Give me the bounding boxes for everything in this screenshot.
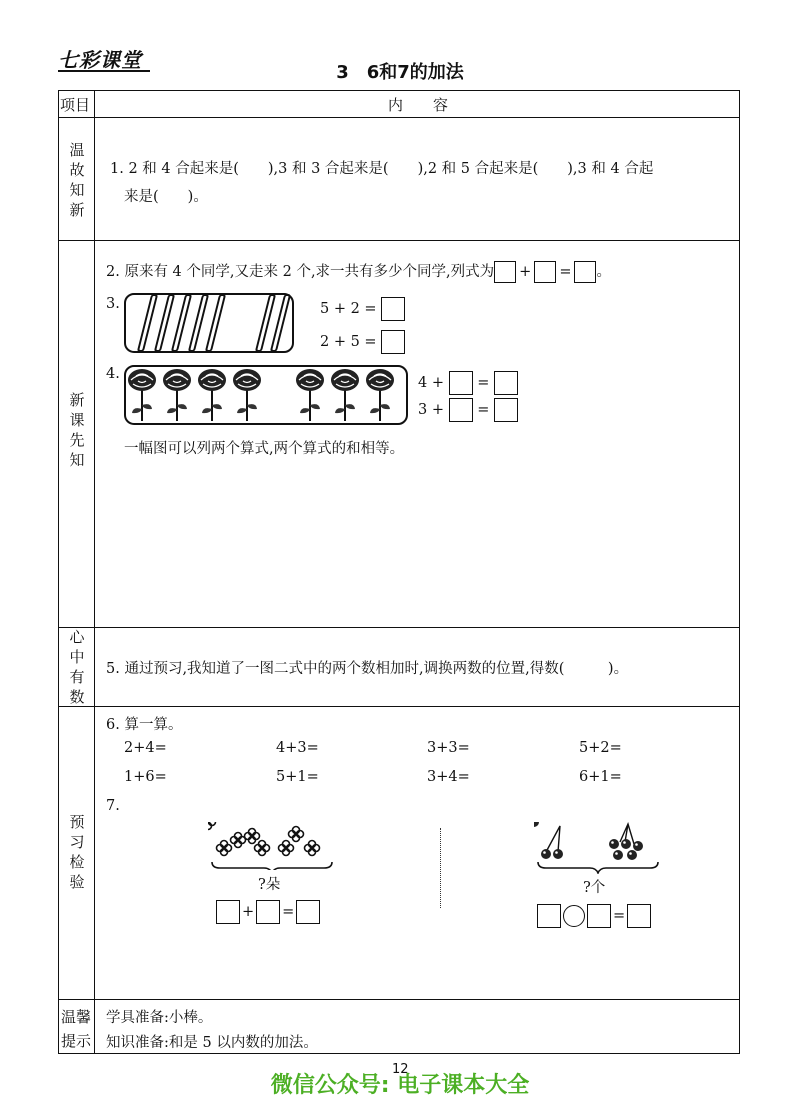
question-2-text: 2. 原来有 4 个同学,又走来 2 个,求一共有多少个同学,列式为: [106, 264, 495, 280]
row-divider: [58, 999, 740, 1000]
section-review: [62, 140, 92, 220]
row-divider: [58, 627, 740, 628]
question-6-title: 6. 算一算。: [106, 717, 183, 733]
equation-text: 2 + 5 =: [320, 334, 377, 350]
roses-picture: [124, 365, 408, 425]
question-5: 5. 通过预习,我知道了一图二式中的两个数相加时,调换两数的位置,得数( )。: [106, 661, 629, 677]
flowers-picture: [208, 822, 334, 870]
question-3-number: 3.: [106, 296, 120, 312]
answer-box[interactable]: [627, 904, 651, 928]
calc-item[interactable]: 4+3=: [276, 740, 319, 756]
column-divider: [94, 90, 95, 1054]
section-new-lesson: [62, 390, 92, 470]
question-4-equation-1: [418, 371, 518, 395]
rose-icons: [126, 367, 406, 423]
calc-item[interactable]: 3+4=: [427, 769, 470, 785]
calc-item[interactable]: 1+6=: [124, 769, 167, 785]
question-7-number: 7.: [106, 798, 120, 814]
cherry-icon: [534, 822, 539, 827]
answer-box[interactable]: [494, 261, 516, 283]
section-label: 温故知新: [69, 141, 85, 219]
question-1-line-1: 1. 2 和 4 合起来是( ),3 和 3 合起来是( ),2 和 5 合起来是( ),3 和 4 合起: [110, 161, 654, 177]
question-3-equation-2: [320, 330, 405, 354]
tip-tools: 学具准备:小棒。: [106, 1010, 213, 1026]
footer-watermark: 微信公众号: 电子课本大全: [270, 1073, 530, 1098]
logo: 七彩课堂: [58, 48, 142, 72]
equals-sign: =: [282, 904, 295, 920]
stick-icon: [205, 294, 226, 352]
cherries-equation: [537, 904, 651, 928]
equation-text: 3 +: [418, 402, 444, 418]
plus-sign: +: [242, 904, 255, 920]
equals-sign: =: [559, 264, 572, 280]
page-title: 3 6和7的加法: [336, 62, 464, 83]
answer-box[interactable]: [256, 900, 280, 924]
dotted-divider: [440, 828, 441, 908]
answer-box[interactable]: [216, 900, 240, 924]
calc-item[interactable]: 5+2=: [579, 740, 622, 756]
answer-box[interactable]: [494, 398, 518, 422]
row-divider: [58, 240, 740, 241]
page-number: 12: [392, 1062, 409, 1077]
period: 。: [596, 264, 611, 280]
section-preview-check: [62, 812, 92, 892]
answer-box[interactable]: [296, 900, 320, 924]
question-2: [106, 260, 611, 283]
section-tips: [60, 1005, 92, 1053]
tip-knowledge: 知识准备:和是 5 以内数的加法。: [106, 1035, 318, 1051]
answer-box[interactable]: [537, 904, 561, 928]
answer-box[interactable]: [449, 398, 473, 422]
rule-note: 一幅图可以列两个算式,两个算式的和相等。: [124, 441, 405, 457]
question-1-line-2: 来是( )。: [124, 189, 208, 205]
answer-box[interactable]: [587, 904, 611, 928]
header-item: 项目: [60, 96, 91, 114]
section-understanding: [62, 627, 92, 707]
calc-item[interactable]: 6+1=: [579, 769, 622, 785]
section-label: 温馨提示: [60, 1008, 91, 1050]
section-label: 预习检验: [69, 813, 85, 891]
section-label: 心中有数: [69, 628, 85, 706]
calc-item[interactable]: 2+4=: [124, 740, 167, 756]
rose-icon: [128, 369, 156, 421]
row-divider: [58, 706, 740, 707]
row-divider: [58, 117, 740, 118]
plus-sign: +: [519, 264, 532, 280]
header-content: 内 容: [388, 96, 449, 114]
answer-box[interactable]: [494, 371, 518, 395]
answer-box[interactable]: [381, 330, 405, 354]
answer-box[interactable]: [449, 371, 473, 395]
calc-item[interactable]: 3+3=: [427, 740, 470, 756]
answer-box[interactable]: [574, 261, 596, 283]
cherries-picture: [534, 822, 660, 874]
equals-sign: =: [477, 375, 490, 391]
question-4-number: 4.: [106, 366, 120, 382]
equals-sign: =: [613, 908, 626, 924]
equation-text: 4 +: [418, 375, 444, 391]
operator-circle[interactable]: [563, 905, 585, 927]
calc-item[interactable]: 5+1=: [276, 769, 319, 785]
equals-sign: =: [477, 402, 490, 418]
question-3-equation-1: [320, 297, 405, 321]
flowers-equation: [216, 900, 320, 924]
flower-icon: [208, 822, 216, 830]
cherries-question-label: ?个: [583, 880, 606, 896]
flowers-question-label: ?朵: [258, 877, 281, 893]
sticks-picture: [124, 293, 294, 353]
answer-box[interactable]: [381, 297, 405, 321]
question-4-equation-2: [418, 398, 518, 422]
section-label: 新课先知: [69, 391, 85, 469]
answer-box[interactable]: [534, 261, 556, 283]
equation-text: 5 + 2 =: [320, 301, 377, 317]
